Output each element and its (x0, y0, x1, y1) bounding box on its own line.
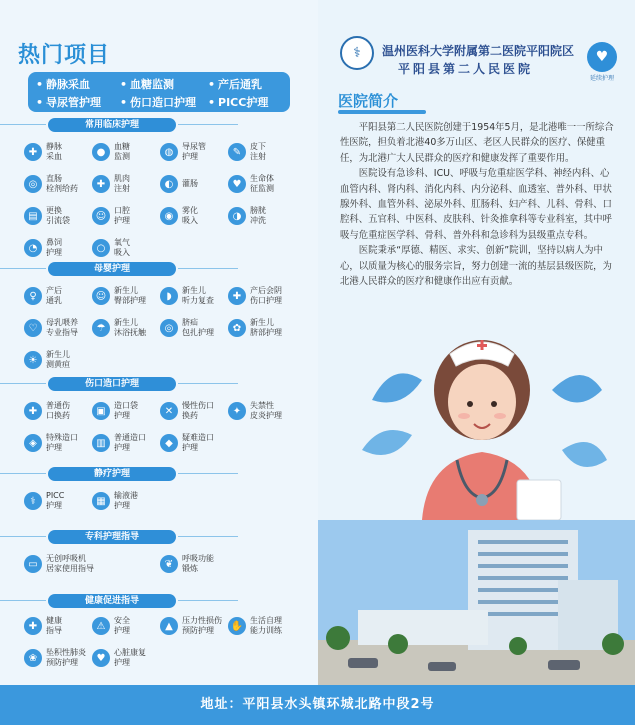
service-item[interactable] (228, 314, 296, 342)
service-item[interactable] (24, 282, 92, 310)
service-label: 慢性伤口 换药 (182, 401, 214, 420)
service-label: 新生儿 测黄疸 (46, 350, 70, 369)
clipboard (517, 480, 561, 520)
health-icon: ✚ (24, 617, 42, 635)
service-label: 新生儿 听力复查 (182, 286, 214, 305)
service-item[interactable] (92, 397, 160, 425)
service-label: 新生儿 脐部护理 (250, 318, 282, 337)
service-item[interactable] (24, 346, 92, 374)
oxygen-icon: ○ (92, 239, 110, 257)
baby-icon: ☺ (92, 287, 110, 305)
stoma-bag-icon: ▣ (92, 402, 110, 420)
service-item[interactable] (160, 138, 228, 166)
university-logo-icon: ⚕ (340, 36, 374, 70)
umbilical-icon: ✿ (228, 319, 246, 337)
service-label: 鼻饲 护理 (46, 238, 62, 257)
nurse-illustration (352, 320, 612, 520)
service-label: 肌肉 注射 (114, 174, 130, 193)
colon-icon: ◎ (24, 175, 42, 193)
wound-icon: ✚ (228, 287, 246, 305)
service-item[interactable] (228, 138, 296, 166)
nasal-tube-icon: ◔ (24, 239, 42, 257)
navel-icon: ◎ (160, 319, 178, 337)
service-label: 导尿管 护理 (182, 142, 206, 161)
bandage-icon: ✚ (24, 402, 42, 420)
intro-paragraph: 医院设有急诊科、ICU、呼吸与危重症医学科、神经内科、心血管内科、肾内科、消化内科、内分泌科、血透室、普外科、甲状腺外科、血管外科、泌尿外科、肛肠科、妇产科、儿科、骨科、口腔科、五官科、中医科、皮肤科、针灸推拿科等专业科室，其中呼吸与危重症医学科、骨科、普外科和急诊科为县级重点专科。 (340, 168, 612, 241)
service-item[interactable] (24, 429, 92, 457)
service-label: 新生儿 沐浴抚触 (114, 318, 146, 337)
service-item[interactable] (160, 170, 228, 198)
bath-icon: ☂ (92, 319, 110, 337)
service-label: 口腔 护理 (114, 206, 130, 225)
service-label: 失禁性 皮炎护理 (250, 401, 282, 420)
services-column (0, 0, 318, 685)
service-label: PICC 护理 (46, 491, 65, 510)
service-item[interactable] (92, 314, 160, 342)
service-item[interactable] (24, 487, 92, 515)
service-item[interactable] (92, 138, 160, 166)
intro-paragraph: 平阳县第二人民医院创建于1954年5月，是北港唯一一所综合性医院，担负着北港40多万山区、老区人民群众的医疗、保健重任，为北港广大人民群众的医疗和健康发挥了重要作用。 (340, 122, 614, 164)
hospital-building-photo (318, 520, 635, 685)
service-item[interactable] (92, 170, 160, 198)
service-item[interactable] (24, 550, 160, 578)
hot-item[interactable]: • 血糖监测 (120, 76, 208, 92)
service-label: 直肠 栓剂给药 (46, 174, 78, 193)
service-item[interactable] (24, 397, 92, 425)
service-label: 静脉 采血 (46, 142, 62, 161)
service-item[interactable] (160, 550, 296, 578)
service-item[interactable] (160, 314, 228, 342)
service-label: 血糖 监测 (114, 142, 130, 161)
service-label: 膀胱 冲洗 (250, 206, 266, 225)
service-label: 无创呼吸机 居家使用指导 (46, 554, 94, 573)
service-item[interactable] (24, 644, 92, 672)
service-label: 脐疝 包扎护理 (182, 318, 214, 337)
continuity-care-label: 延续护理 (589, 75, 614, 82)
service-item[interactable] (92, 612, 160, 640)
tooth-icon: ☺ (92, 207, 110, 225)
drainage-bag-icon: ▤ (24, 207, 42, 225)
hot-items-box (28, 72, 290, 112)
service-label: 产后会阴 伤口护理 (250, 286, 282, 305)
service-label: 坠积性肺炎 预防护理 (46, 648, 86, 667)
mother-icon: ♀ (24, 287, 42, 305)
special-stoma-icon: ◈ (24, 434, 42, 452)
heart-rehab-icon: ♥ (92, 649, 110, 667)
hot-item[interactable]: • 产后通乳 (208, 76, 288, 92)
ear-icon: ◗ (160, 287, 178, 305)
service-label: 更换 引流袋 (46, 206, 70, 225)
service-item[interactable] (24, 202, 92, 230)
service-grid (24, 138, 296, 262)
chronic-wound-icon: ✕ (160, 402, 178, 420)
service-label: 疑难造口 护理 (182, 433, 214, 452)
service-label: 氧气 吸入 (114, 238, 130, 257)
service-label: 皮下 注射 (250, 142, 266, 161)
service-label: 健康 指导 (46, 616, 62, 635)
service-item[interactable] (160, 429, 228, 457)
intro-title: 医院简介 (338, 92, 399, 110)
address-footer: 地址：平阳县水头镇环城北路中段2号 (0, 685, 635, 725)
hot-item[interactable]: • 静脉采血 (36, 76, 120, 92)
jaundice-icon: ☀ (24, 351, 42, 369)
service-label: 特殊造口 护理 (46, 433, 78, 452)
service-item[interactable] (228, 397, 296, 425)
section-title: 专科护理指导 (48, 530, 176, 544)
hot-item[interactable]: • 伤口造口护理 (120, 94, 208, 110)
service-label: 雾化 吸入 (182, 206, 198, 225)
lungs-icon: ❦ (160, 555, 178, 573)
service-item[interactable] (160, 202, 228, 230)
service-item[interactable] (228, 282, 296, 310)
service-label: 普通造口 护理 (114, 433, 146, 452)
needle-icon: ✚ (92, 175, 110, 193)
service-item[interactable] (160, 282, 228, 310)
section-title: 健康促进指导 (48, 594, 176, 608)
catheter-icon: ◍ (160, 143, 178, 161)
hot-item[interactable]: • PICC护理 (208, 94, 288, 110)
service-label: 压力性损伤 预防护理 (182, 616, 222, 635)
service-item[interactable] (24, 138, 92, 166)
section-title: 母婴护理 (48, 262, 176, 276)
section-title: 伤口造口护理 (48, 377, 176, 391)
section-title: 静疗护理 (48, 467, 176, 481)
continuity-care-logo-icon: ♥ (587, 42, 617, 72)
intro-body (340, 120, 618, 289)
intro-paragraph: 医院秉承“厚德、精医、求实、创新”院训，坚持以病人为中心，以质量为核心的服务宗旨，努力创建一流的基层县级医院，为北港人民群众的医疗和健康作出应有贡献。 (340, 245, 612, 288)
service-item[interactable] (92, 644, 160, 672)
service-label: 安全 护理 (114, 616, 130, 635)
service-item[interactable] (92, 234, 160, 262)
breastfeeding-icon: ♡ (24, 319, 42, 337)
hot-title: 热门项目 (18, 43, 111, 68)
service-grid (24, 550, 296, 578)
hot-item[interactable]: • 导尿管护理 (36, 94, 120, 110)
section-title: 常用临床护理 (48, 118, 176, 132)
service-item[interactable] (24, 234, 92, 262)
pneumonia-icon: ❀ (24, 649, 42, 667)
service-item[interactable] (92, 429, 160, 457)
service-item[interactable] (160, 612, 228, 640)
safety-icon: ⚠ (92, 617, 110, 635)
enema-icon: ◐ (160, 175, 178, 193)
bladder-icon: ◑ (228, 207, 246, 225)
service-item[interactable] (24, 612, 92, 640)
service-grid (24, 612, 296, 672)
service-item[interactable] (92, 282, 160, 310)
service-grid (24, 487, 296, 515)
blood-drop-icon: ● (92, 143, 110, 161)
service-label: 输液港 护理 (114, 491, 138, 510)
hospital-name-line1: 温州医科大学附属第二医院平阳院区 (382, 44, 575, 58)
infusion-port-icon: ▦ (92, 492, 110, 510)
service-label: 呼吸功能 锻炼 (182, 554, 214, 573)
service-item[interactable] (228, 202, 296, 230)
dermatitis-icon: ✦ (228, 402, 246, 420)
service-grid (24, 397, 296, 457)
service-item[interactable] (228, 612, 296, 640)
service-label: 产后 通乳 (46, 286, 62, 305)
service-item[interactable] (92, 202, 160, 230)
hospital-name-line2: 平阳县第二人民医院 (398, 62, 534, 76)
service-label: 生命体 征监测 (250, 174, 274, 193)
service-label: 心脏康复 护理 (114, 648, 146, 667)
service-label: 生活自理 能力训练 (250, 616, 282, 635)
vitals-icon: ♥ (228, 175, 246, 193)
service-item[interactable] (92, 487, 160, 515)
intro-title-underline (338, 110, 426, 114)
service-item[interactable] (228, 170, 296, 198)
picc-icon: ⚕ (24, 492, 42, 510)
service-label: 普通伤 口换药 (46, 401, 70, 420)
service-label: 新生儿 臀部护理 (114, 286, 146, 305)
service-label: 造口袋 护理 (114, 401, 138, 420)
ostomy-icon: ▥ (92, 434, 110, 452)
service-item[interactable] (24, 314, 92, 342)
service-label: 母乳喂养 专业指导 (46, 318, 78, 337)
service-item[interactable] (160, 397, 228, 425)
service-item[interactable] (24, 170, 92, 198)
self-care-icon: ✋ (228, 617, 246, 635)
syringe-icon: ✚ (24, 143, 42, 161)
service-grid (24, 282, 296, 374)
difficult-stoma-icon: ◆ (160, 434, 178, 452)
nebulizer-icon: ◉ (160, 207, 178, 225)
service-label: 灌肠 (182, 179, 198, 188)
injection-icon: ✎ (228, 143, 246, 161)
ventilator-icon: ▭ (24, 555, 42, 573)
pressure-injury-icon: ▲ (160, 617, 178, 635)
